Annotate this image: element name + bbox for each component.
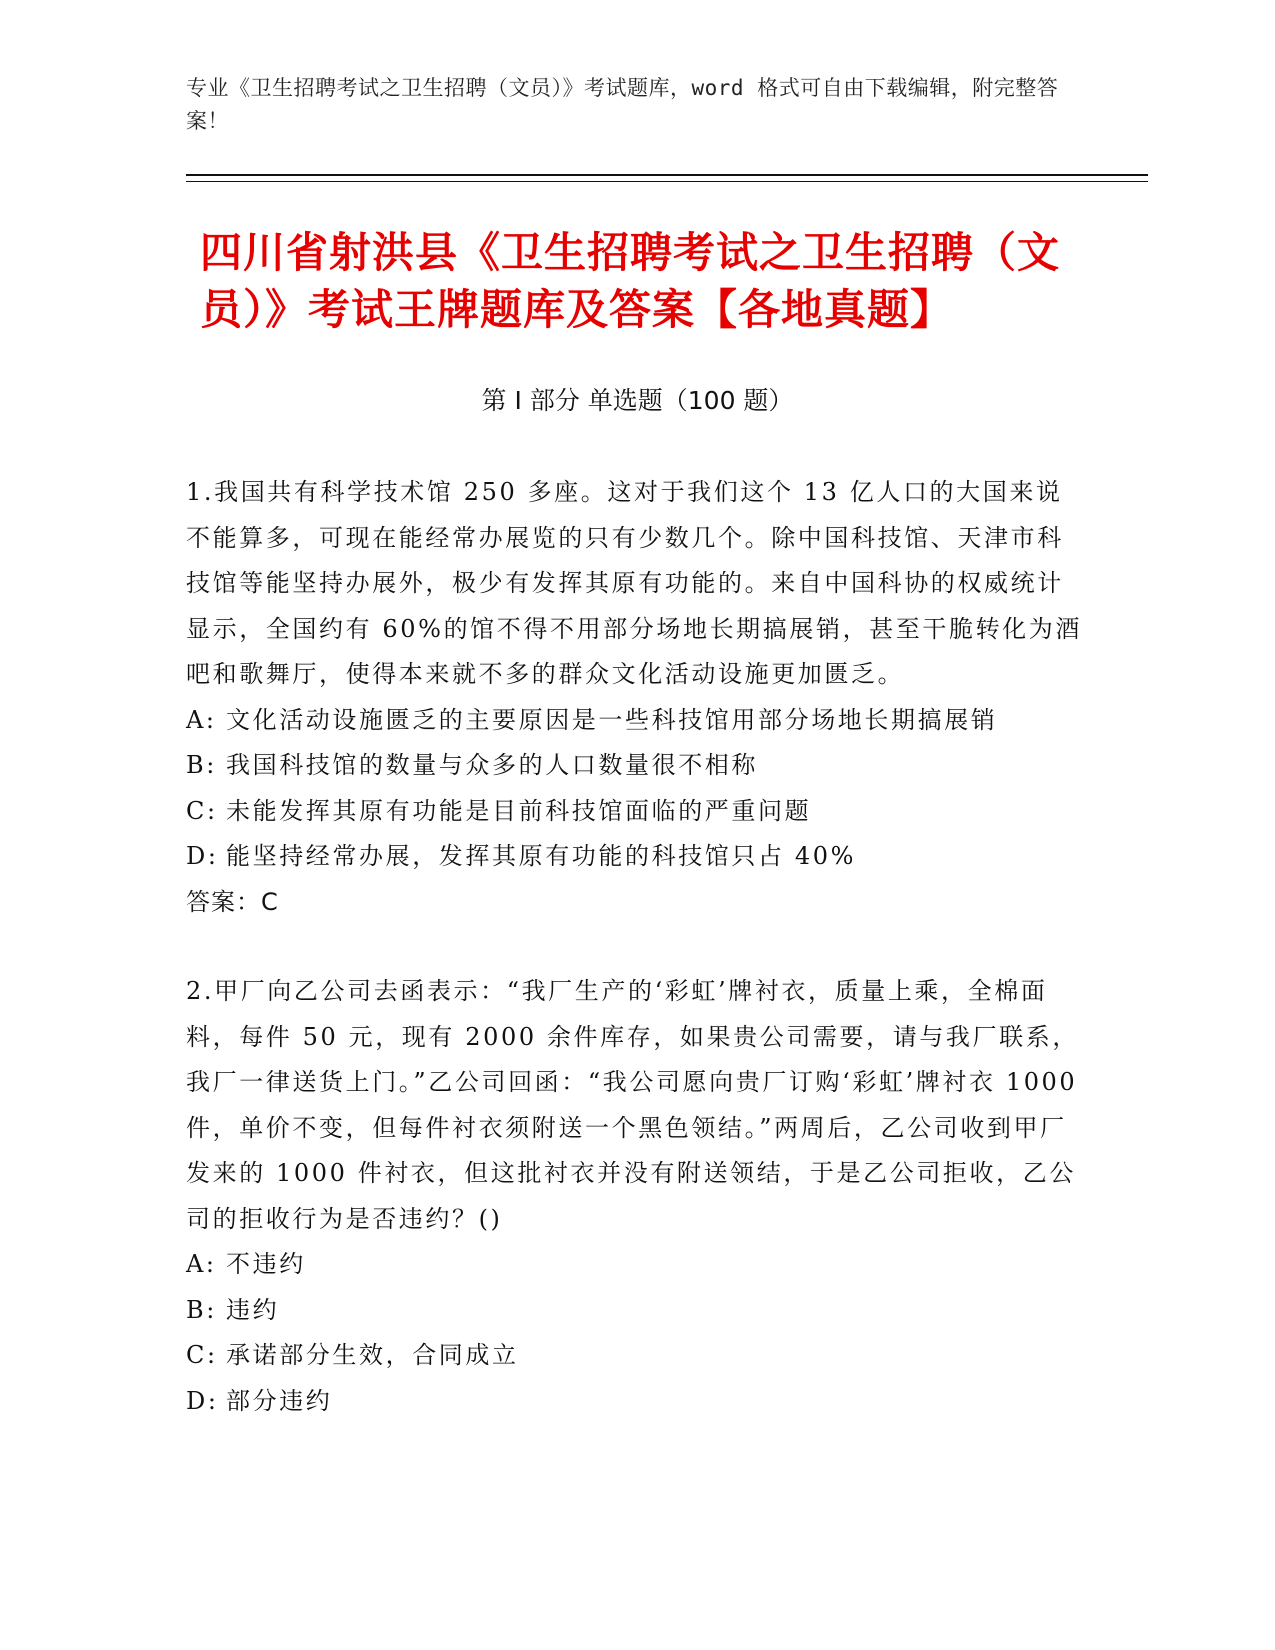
option-text: 我国科技馆的数量与众多的人口数量很不相称: [226, 751, 758, 779]
header-divider-thick: [186, 174, 1148, 176]
option-c: [186, 789, 1086, 835]
option-a: [186, 698, 1086, 744]
option-letter: C:: [186, 796, 218, 825]
option-a: [186, 1242, 1086, 1288]
option-text: 不违约: [226, 1250, 306, 1278]
header-divider-thin: [186, 181, 1148, 182]
option-letter: D:: [186, 1386, 219, 1415]
option-letter: D:: [186, 842, 219, 870]
option-list: [186, 1242, 1086, 1424]
option-text: 部分违约: [226, 1386, 333, 1415]
question-1: [186, 470, 1086, 925]
option-text: 违约: [226, 1295, 280, 1324]
option-d: [186, 834, 1086, 880]
section-title: 第 I 部分 单选题（100 题）: [481, 386, 794, 415]
question-list: [186, 470, 1086, 1468]
option-letter: B:: [186, 751, 217, 779]
option-letter: A:: [186, 1250, 217, 1278]
option-text: 能坚持经常办展，发挥其原有功能的科技馆只占 40%: [226, 842, 856, 870]
option-letter: A:: [186, 705, 217, 734]
document-title: 四川省射洪县《卫生招聘考试之卫生招聘（文员）》考试王牌题库及答案【各地真题】: [200, 228, 1061, 334]
option-b: [186, 743, 1086, 789]
question-stem: 2.甲厂向乙公司去函表示：“我厂生产的‘彩虹’牌衬衣，质量上乘，全棉面料，每件 50 元，现有 2000 余件库存，如果贵公司需要，请与我厂联系，我厂一律送货上门。”乙公司回函：“我公司愿向贵厂订购‘彩虹’牌衬衣 1000 件，单价不变，但每件衬衣须附送一个黑色领结。”两周后，乙公司收到甲厂发来的 1000 件衬衣，但这批衬衣并没有附送领结，于是乙公司拒收，乙公司的拒收行为是否违约？(): [186, 977, 1079, 1233]
option-c: [186, 1333, 1086, 1379]
question-2: [186, 969, 1086, 1424]
option-text: 承诺部分生效，合同成立: [226, 1341, 519, 1369]
option-text: 未能发挥其原有功能是目前科技馆面临的严重问题: [226, 796, 812, 825]
header-note: 专业《卫生招聘考试之卫生招聘（文员）》考试题库，word 格式可自由下载编辑，附完整答案！: [186, 76, 1059, 133]
option-d: [186, 1379, 1086, 1425]
option-letter: B:: [186, 1295, 217, 1324]
option-letter: C:: [186, 1341, 218, 1369]
option-list: [186, 698, 1086, 880]
option-b: [186, 1288, 1086, 1334]
question-stem: 1.我国共有科学技术馆 250 多座。这对于我们这个 13 亿人口的大国来说不能算多，可现在能经常办展览的只有少数几个。除中国科技馆、天津市科技馆等能坚持办展外，极少有发挥其原有功能的。来自中国科协的权威统计显示，全国约有 60%的馆不得不用部分场地长期搞展销，甚至干脆转化为酒吧和歌舞厅，使得本来就不多的群众文化活动设施更加匮乏。: [186, 478, 1082, 688]
option-text: 文化活动设施匮乏的主要原因是一些科技馆用部分场地长期搞展销: [226, 705, 998, 734]
answer-line: 答案：C: [186, 887, 279, 916]
